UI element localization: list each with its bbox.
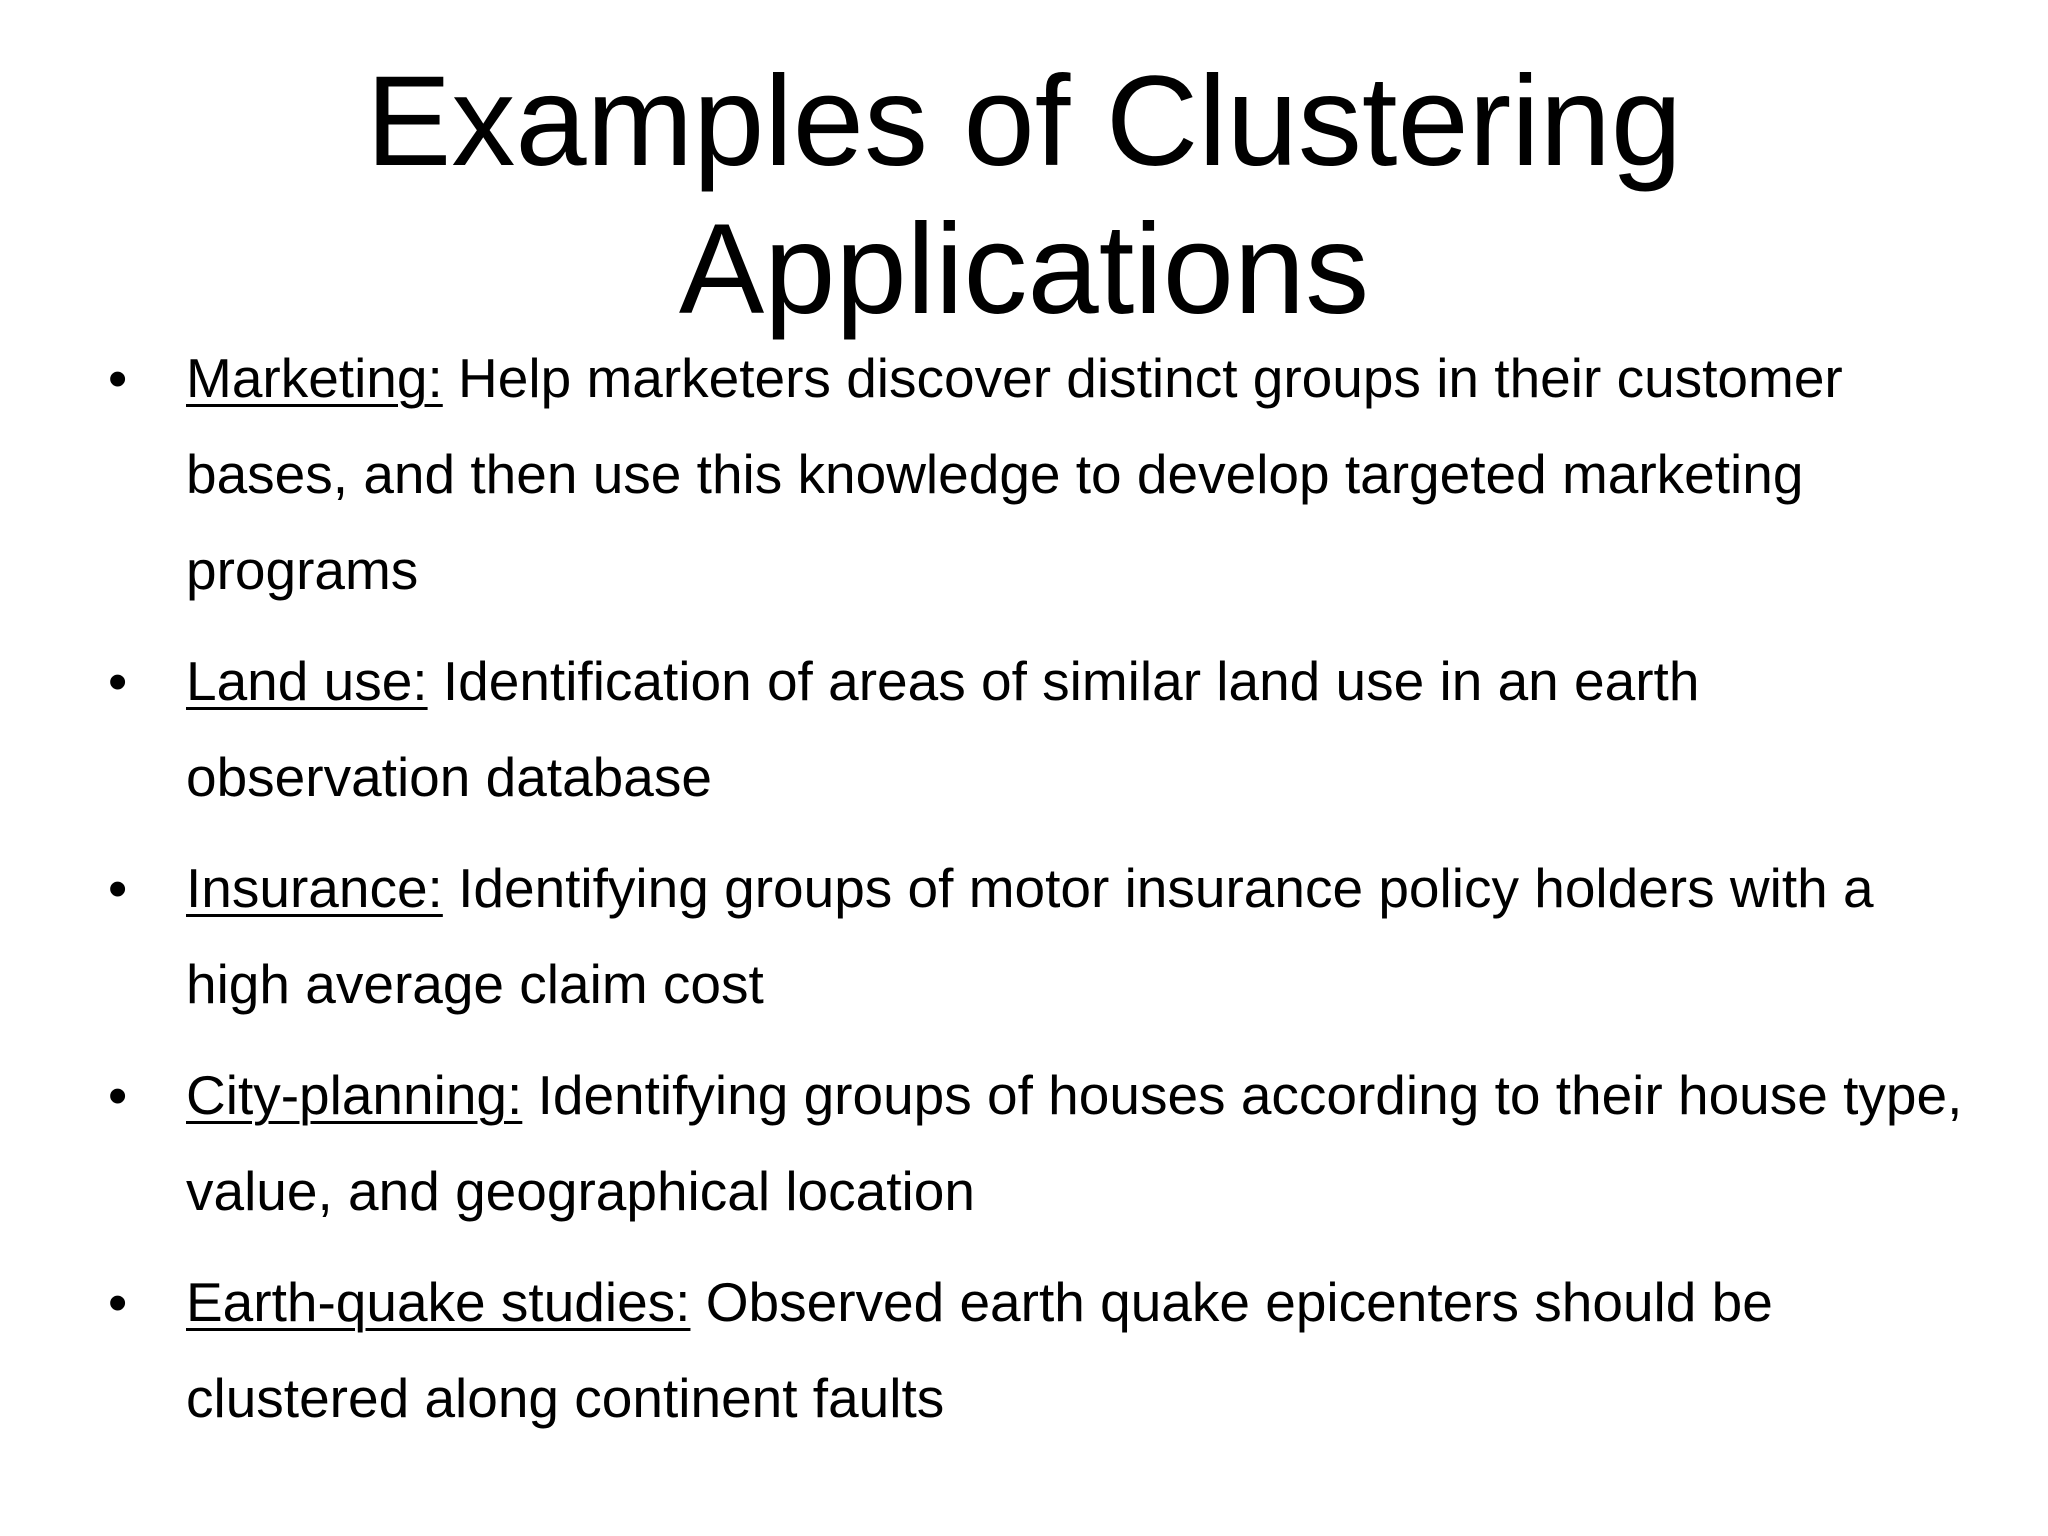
bullet-marker: •	[108, 347, 128, 409]
slide-title	[0, 48, 2048, 344]
bullet-term: Earth-quake studies:	[186, 1271, 691, 1333]
slide-title-line-2: Applications	[678, 198, 1370, 341]
bullet-term: City-planning:	[186, 1064, 523, 1126]
bullet-text: Identification of areas of similar land use in an earth observation database	[186, 650, 1700, 808]
bullet-marker: •	[108, 857, 128, 919]
bullet-text: Help marketers discover distinct groups in their customer bases, and then use this knowledge to develop targeted marketing programs	[186, 347, 1843, 601]
bullet-item-marketing	[108, 330, 1988, 618]
bullet-marker: •	[108, 1064, 128, 1126]
bullet-marker: •	[108, 650, 128, 712]
slide-title-line-1: Examples of Clustering	[365, 50, 1683, 193]
bullet-term: Insurance:	[186, 857, 443, 919]
bullet-item-earthquake-studies	[108, 1254, 1988, 1446]
bullet-text: Observed earth quake epicenters should be clustered along continent faults	[186, 1271, 1773, 1429]
bullet-term: Marketing:	[186, 347, 443, 409]
bullet-item-land-use	[108, 633, 1988, 825]
bullet-text: Identifying groups of houses according to their house type, value, and geographical location	[186, 1064, 1963, 1222]
bullet-text: Identifying groups of motor insurance policy holders with a high average claim cost	[186, 857, 1874, 1015]
bullet-marker: •	[108, 1271, 128, 1333]
bullet-item-city-planning	[108, 1047, 1988, 1239]
bullet-item-insurance	[108, 840, 1988, 1032]
bullet-term: Land use:	[186, 650, 428, 712]
bullet-list	[108, 330, 1988, 1461]
